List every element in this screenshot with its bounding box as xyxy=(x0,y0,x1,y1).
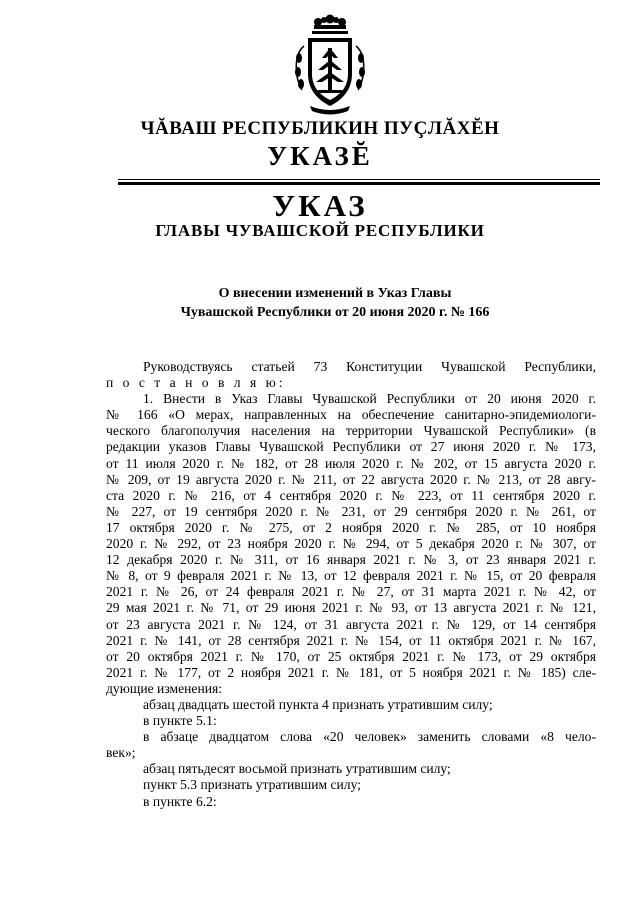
body-line: в пункте 5.1: xyxy=(143,713,217,729)
body-line: п о с т а н о в л я ю: xyxy=(106,375,286,391)
body-line: век»; xyxy=(106,745,136,761)
header-divider-thin xyxy=(118,179,600,180)
body-line: дующие изменения: xyxy=(106,680,223,696)
body-line: № 227, от 19 сентября 2020 г. № 231, от 29 сентября 2020 г. № 261, от xyxy=(106,503,596,519)
russian-title-line2: ГЛАВЫ ЧУВАШСКОЙ РЕСПУБЛИКИ xyxy=(155,221,485,240)
body-line: № 166 «О мерах, направленных на обеспечение санитарно-эпидемиологи- xyxy=(106,407,596,423)
decree-body xyxy=(106,359,596,810)
chuvash-title-line1: ЧĂВАШ РЕСПУБЛИКИН ПУÇЛĂХĔН xyxy=(140,118,500,139)
body-line: в абзаце двадцатом слова «20 человек» заменить словами «8 чело- xyxy=(143,729,596,745)
chuvash-title-line2: УКАЗĔ xyxy=(267,141,373,171)
body-line: 29 мая 2021 г. № 71, от 29 июня 2021 г. № 93, от 13 августа 2021 г. № 121, xyxy=(106,600,596,616)
body-line: ста 2020 г. № 216, от 4 сентября 2020 г. № 223, от 11 сентября 2020 г. xyxy=(106,487,596,503)
body-line: в пункте 6.2: xyxy=(143,793,217,809)
body-line: ческого благополучия населения на территории Чувашской Республики» (в xyxy=(106,423,596,439)
body-line: 2021 г. № 177, от 2 ноября 2021 г. № 181, от 5 ноября 2021 г. № 185) сле- xyxy=(106,664,596,680)
body-line: № 209, от 19 августа 2020 г. № 211, от 22 августа 2020 г. № 213, от 28 авгу- xyxy=(106,471,596,487)
russian-title-line1: УКАЗ xyxy=(272,188,368,223)
body-line: от 11 июля 2020 г. № 182, от 28 июля 2020 г. № 202, от 15 августа 2020 г. xyxy=(106,455,596,471)
body-line: абзац двадцать шестой пункта 4 признать утратившим силу; xyxy=(143,696,493,712)
body-line: от 20 октября 2021 г. № 170, от 25 октября 2021 г. № 173, от 29 октября xyxy=(106,648,596,664)
body-line: абзац пятьдесят восьмой признать утратившим силу; xyxy=(143,761,451,777)
body-line: Руководствуясь статьей 73 Конституции Чувашской Республики, xyxy=(143,359,596,374)
body-line: 1. Внести в Указ Главы Чувашской Республики от 20 июня 2020 г. xyxy=(143,391,596,407)
chuvash-emblem-icon xyxy=(290,14,370,116)
body-line: редакции указов Главы Чувашской Республики от 27 июня 2020 г. № 173, xyxy=(106,439,596,455)
body-line: 17 октября 2020 г. № 275, от 2 ноября 2020 г. № 285, от 10 ноября xyxy=(106,519,596,535)
body-line: № 8, от 9 февраля 2021 г. № 13, от 12 февраля 2021 г. № 15, от 20 февраля xyxy=(106,568,596,584)
body-line: от 23 августа 2021 г. № 124, от 31 августа 2021 г. № 129, от 14 сентября xyxy=(106,616,596,632)
body-line: 2021 г. № 141, от 28 сентября 2021 г. № 154, от 11 октября 2021 г. № 167, xyxy=(106,632,596,648)
decree-subject xyxy=(150,284,520,322)
body-line: 12 декабря 2020 г. № 311, от 16 января 2021 г. № 3, от 23 января 2021 г. xyxy=(106,552,596,568)
body-line: пункт 5.3 признать утратившим силу; xyxy=(143,777,361,793)
subject-line1: О внесении изменений в Указ Главы xyxy=(218,286,452,301)
subject-line2: Чувашской Республики от 20 июня 2020 г. № 166 xyxy=(180,305,490,320)
body-line: 2020 г. № 292, от 23 ноября 2020 г. № 294, от 5 декабря 2020 г. № 307, от xyxy=(106,536,596,552)
body-line: 2021 г. № 26, от 24 февраля 2021 г. № 27, от 31 марта 2021 г. № 42, от xyxy=(106,584,596,600)
header-divider-thick xyxy=(118,182,600,185)
